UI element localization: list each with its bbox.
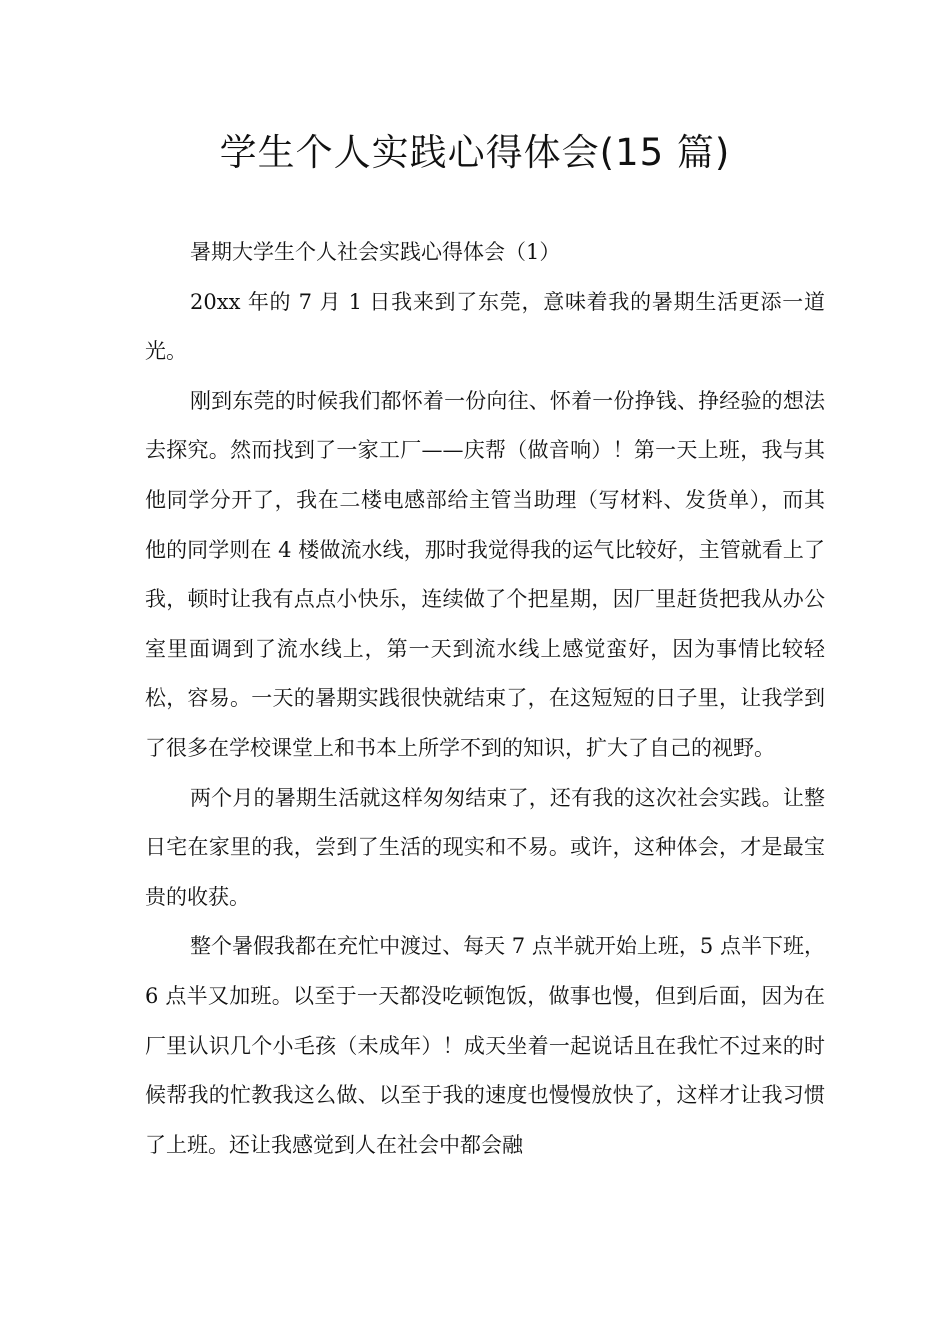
paragraph: 整个暑假我都在充忙中渡过、每天 7 点半就开始上班，5 点半下班，6 点半又加班。以至于一天都没吃顿饱饭，做事也慢，但到后面，因为在厂里认识几个小毛孩（未成年）！成天坐着一起说话且在我忙不过来的时候帮我的忙教我这么做、以至于我的速度也慢慢放快了，这样才让我习惯了上班。还让我感觉到人在社会中都会融	[145, 934, 825, 1157]
paragraph: 两个月的暑期生活就这样匆匆结束了，还有我的这次社会实践。让整日宅在家里的我，尝到了生活的现实和不易。或许，这种体会，才是最宝贵的收获。	[145, 785, 825, 909]
paragraph-section-heading: 暑期大学生个人社会实践心得体会（1）	[190, 240, 561, 264]
paragraph: 刚到东莞的时候我们都怀着一份向往、怀着一份挣钱、挣经验的想法去探究。然而找到了一家工厂——庆帮（做音响）！第一天上班，我与其他同学分开了，我在二楼电感部给主管当助理（写材料、发货单），而其他的同学则在 4 楼做流水线，那时我觉得我的运气比较好，主管就看上了我，顿时让我有点点小快乐，连续做了个把星期，因厂里赶货把我从办公室里面调到了流水线上，第一天到流水线上感觉蛮好，因为事情比较轻松，容易。一天的暑期实践很快就结束了，在这短短的日子里，让我学到了很多在学校课堂上和书本上所学不到的知识，扩大了自己的视野。	[145, 388, 825, 760]
document-title: 学生个人实践心得体会(15 篇)	[219, 131, 731, 174]
document-body	[145, 228, 825, 1170]
paragraph: 20xx 年的 7 月 1 日我来到了东莞，意味着我的暑期生活更添一道光。	[145, 289, 825, 364]
